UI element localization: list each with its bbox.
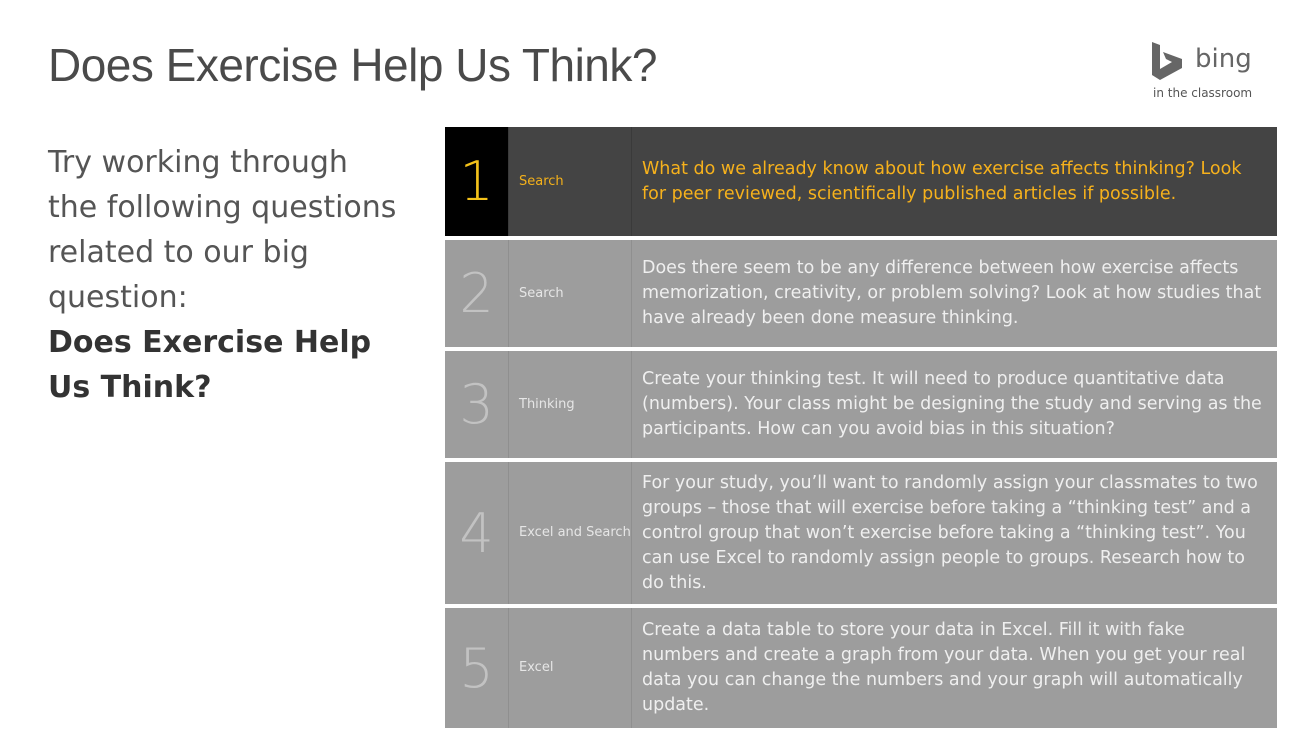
logo-wordmark: bing	[1195, 44, 1252, 74]
step-description: What do we already know about how exercise affects thinking? Look for peer reviewed, scientifically published articles if possible.	[632, 127, 1277, 236]
intro-big-question: Does Exercise Help Us Think?	[48, 325, 372, 405]
step-row-5	[445, 608, 1277, 728]
step-category: Search	[508, 240, 632, 347]
step-number: 4	[445, 462, 508, 604]
step-row-1	[445, 127, 1277, 236]
step-description: Create your thinking test. It will need to produce quantitative data (numbers). Your class might be designing the study and serving as the participants. How can you avoid bias in this situation?	[632, 351, 1277, 458]
step-category: Search	[508, 127, 632, 236]
bing-b-icon	[1150, 42, 1184, 80]
step-number: 1	[445, 127, 508, 236]
intro-text	[48, 140, 398, 410]
step-row-2	[445, 240, 1277, 347]
intro-prompt: Try working through the following questions related to our big question:	[48, 145, 397, 315]
step-category: Excel	[508, 608, 632, 728]
step-category: Excel and Search	[508, 462, 632, 604]
step-description: Does there seem to be any difference between how exercise affects memorization, creativity, or problem solving? Look at how studies that have already been done measure thinking.	[632, 240, 1277, 347]
step-description: Create a data table to store your data in Excel. Fill it with fake numbers and create a graph from your data. When you get your real data you can change the numbers and your graph will automatically update.	[632, 608, 1277, 728]
steps-list	[445, 127, 1277, 728]
step-description: For your study, you’ll want to randomly assign your classmates to two groups – those that will exercise before taking a “thinking test” and a control group that won’t exercise before taking a “thinking test”. You can use Excel to randomly assign people to groups. Research how to do this.	[632, 462, 1277, 604]
step-number: 5	[445, 608, 508, 728]
step-number: 2	[445, 240, 508, 347]
page-title: Does Exercise Help Us Think?	[48, 39, 657, 91]
step-number: 3	[445, 351, 508, 458]
step-row-3	[445, 351, 1277, 458]
logo-tagline: in the classroom	[1153, 86, 1253, 100]
step-row-4	[445, 462, 1277, 604]
bing-logo	[1150, 40, 1270, 104]
step-category: Thinking	[508, 351, 632, 458]
